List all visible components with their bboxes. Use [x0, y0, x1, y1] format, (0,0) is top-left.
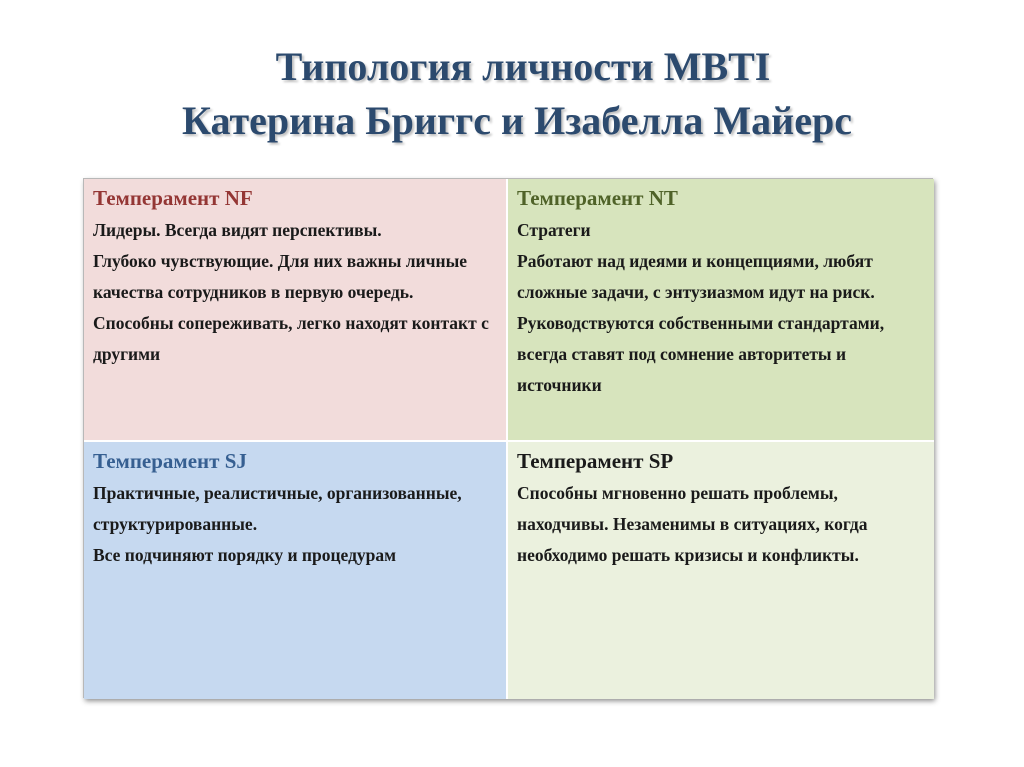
temperament-table	[83, 178, 933, 698]
quadrant-sj-heading: Темперамент SJ	[93, 449, 247, 473]
quadrant-nf-text-1: Лидеры. Всегда видят перспективы.	[93, 220, 382, 240]
quadrant-nt-text-1: Стратеги	[517, 220, 591, 240]
quadrant-nf-heading: Темперамент NF	[93, 186, 253, 210]
title-line-2: Катерина Бриггс и Изабелла Майерс	[182, 98, 852, 143]
quadrant-nt-text-2: Работают над идеями и концепциями, любят сложные задачи, с энтузиазмом идут на риск.	[517, 251, 875, 302]
quadrant-sj	[84, 442, 508, 699]
quadrant-nt-text-3: Руководствуются собственными стандартами, всегда ставят под сомнение авторитеты и источники	[517, 313, 885, 395]
slide-title	[0, 40, 1024, 148]
quadrant-sp-heading: Темперамент SP	[517, 449, 674, 473]
quadrant-nt-heading: Темперамент NT	[517, 186, 678, 210]
title-line-1: Типология личности MBTI	[275, 44, 771, 89]
quadrant-nf-text-2: Глубоко чувствующие. Для них важны личные качества сотрудников в первую очередь. Способны сопереживать, легко находят контакт с другими	[93, 251, 489, 364]
quadrant-nt	[508, 179, 934, 442]
quadrant-sj-text-2: Все подчиняют порядку и процедурам	[93, 545, 397, 565]
quadrant-nf	[84, 179, 508, 442]
quadrant-sj-text-1: Практичные, реалистичные, организованные, структурированные.	[93, 483, 462, 534]
quadrant-sp-text-1: Способны мгновенно решать проблемы, находчивы. Незаменимы в ситуациях, когда необходимо решать кризисы и конфликты.	[517, 483, 868, 565]
quadrant-sp	[508, 442, 934, 699]
